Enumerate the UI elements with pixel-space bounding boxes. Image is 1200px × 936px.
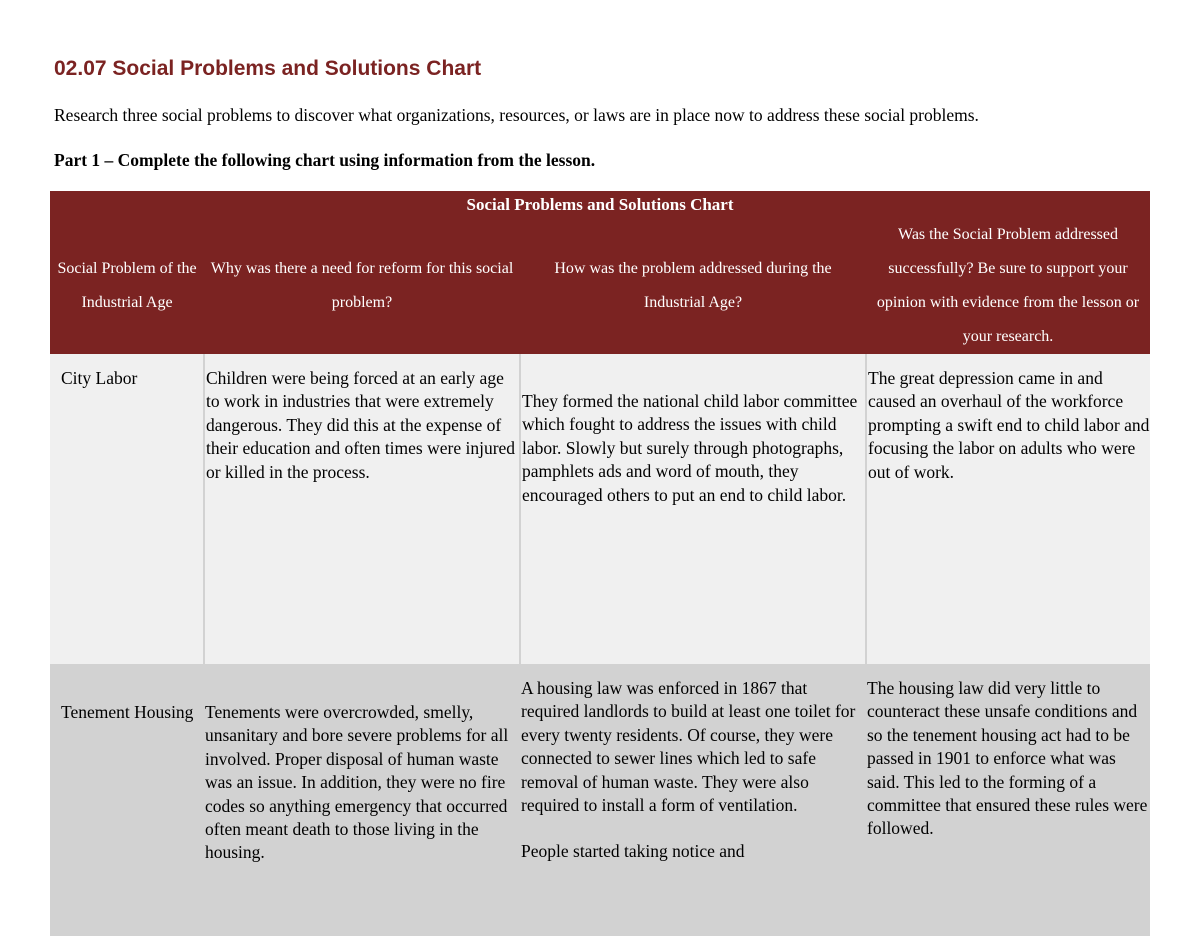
document-title: 02.07 Social Problems and Solutions Chart xyxy=(54,57,482,80)
cell-how-addressed xyxy=(520,664,866,936)
how-addressed-text: A housing law was enforced in 1867 that required landlords to build at least one toilet for every twenty residents. Of course, they were connected to sewer lines which led to safe removal of human waste. They were also required to install a form of ventilation. xyxy=(521,678,856,816)
cell-problem xyxy=(50,664,204,936)
cell-reform-need xyxy=(204,664,520,936)
header-reform-need: Why was there a need for reform for this social problem? xyxy=(204,218,520,354)
cell-success xyxy=(866,664,1150,936)
header-how-addressed: How was the problem addressed during the Industrial Age? xyxy=(520,218,866,354)
cell-reform-need xyxy=(204,354,520,664)
how-addressed-text: They formed the national child labor committee which fought to address the issues with child labor. Slowly but surely through photographs, pamphlets ads and word of mouth, they encouraged others to put an end to child labor. xyxy=(522,391,858,505)
intro-text: Research three social problems to discover what organizations, resources, or laws are in place now to address these social problems. xyxy=(54,105,979,125)
success-text: The housing law did very little to counteract these unsafe conditions and so the tenement housing act had to be passed in 1901 to enforce what was said. This led to the forming of a committee that ensured these rules were followed. xyxy=(867,678,1148,839)
cell-problem xyxy=(50,354,204,664)
table-title: Social Problems and Solutions Chart xyxy=(50,191,1150,218)
header-social-problem: Social Problem of the Industrial Age xyxy=(50,218,204,354)
table-row xyxy=(50,664,1150,936)
solutions-chart-table xyxy=(50,191,1150,936)
table-title-row xyxy=(50,191,1150,218)
reform-need-text: Tenements were overcrowded, smelly, unsanitary and bore severe problems for all involved. Proper disposal of human waste was an issue. In addition, they were no fire codes so anything emergency that occurred often meant death to those living in the housing. xyxy=(205,702,509,863)
how-addressed-continued-text: People started taking notice and xyxy=(521,841,745,862)
cell-how-addressed xyxy=(520,354,866,664)
paragraph-gap xyxy=(521,817,866,840)
reform-need-text: Children were being forced at an early age to work in industries that were extremely dangerous. They did this at the expense of their education and often times were injured or killed in the process. xyxy=(206,368,516,482)
table-header-row xyxy=(50,218,1150,354)
problem-text: Tenement Housing xyxy=(61,702,194,722)
cell-success xyxy=(866,354,1150,664)
success-text: The great depression came in and caused an overhaul of the workforce prompting a swift end to child labor and focusing the labor on adults who were out of work. xyxy=(868,368,1150,482)
table-row xyxy=(50,354,1150,664)
part-instruction: Part 1 – Complete the following chart using information from the lesson. xyxy=(54,150,596,170)
header-success: Was the Social Problem addressed successfully? Be sure to support your opinion with evidence from the lesson or your research. xyxy=(866,218,1150,354)
problem-text: City Labor xyxy=(61,368,138,388)
